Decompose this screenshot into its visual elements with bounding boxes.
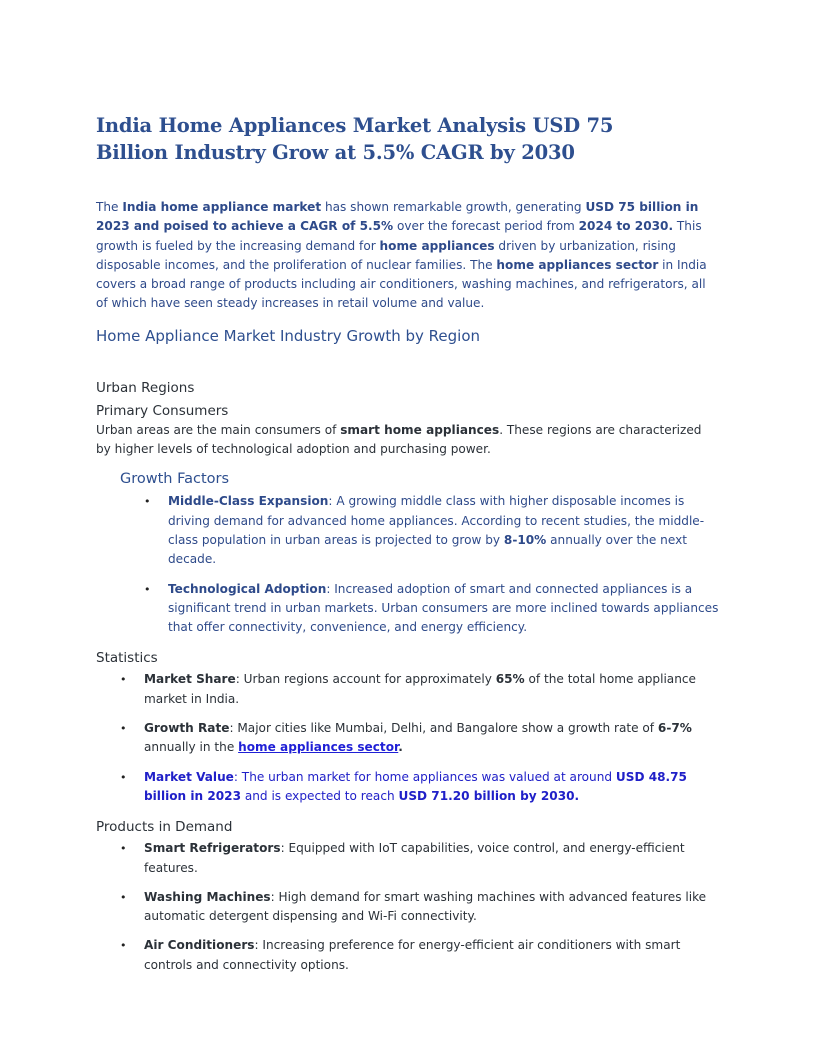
title-line-2: Billion Industry Grow at 5.5% CAGR by 2030 (96, 141, 575, 164)
document-page (96, 112, 720, 975)
statistics-list (120, 670, 720, 806)
list-item-market-share: • Market Share: Urban regions account for approximately 65% of the total home appliance market in India. (120, 672, 696, 706)
heading-products-in-demand: Products in Demand (96, 819, 233, 836)
list-item-market-value: • Market Value: The urban market for home appliances was valued at around USD 48.75 billion in 2023 and is expected to reach USD 71.20 billion by 2030. (120, 769, 687, 803)
bullet-icon: • (120, 939, 127, 953)
bullet-icon: • (144, 495, 151, 509)
section-heading-region-growth: Home Appliance Market Industry Growth by Region (96, 326, 481, 345)
bullet-icon: • (120, 770, 127, 784)
list-item-air-conditioners: • Air Conditioners: Increasing preference for energy-efficient air conditioners with smart controls and connectivity options. (120, 938, 681, 972)
title-line-1: India Home Appliances Market Analysis USD 75 (96, 114, 614, 137)
home-appliances-sector-link[interactable]: home appliances sector (238, 740, 399, 755)
products-list (120, 839, 720, 975)
list-item-smart-refrigerators: • Smart Refrigerators: Equipped with IoT capabilities, voice control, and energy-efficient features. (120, 841, 685, 875)
heading-statistics: Statistics (96, 650, 158, 667)
growth-factors-list (144, 492, 720, 637)
bullet-icon: • (120, 890, 127, 904)
list-item-growth-rate: • Growth Rate: Major cities like Mumbai, Delhi, and Bangalore show a growth rate of 6-7% annually in the home appliances sector. (120, 721, 692, 755)
list-item-middle-class-expansion: • Middle-Class Expansion: A growing middle class with higher disposable incomes is driving demand for advanced home appliances. According to recent studies, the middle-class population in urban areas is projected to grow by 8-10% annually over the next decade. (144, 494, 705, 567)
list-item-washing-machines: • Washing Machines: High demand for smart washing machines with advanced features like automatic detergent dispensing and Wi-Fi connectivity. (120, 889, 707, 924)
heading-growth-factors: Growth Factors (120, 471, 230, 488)
heading-primary-consumers: Primary Consumers (96, 402, 229, 419)
urban-paragraph: Urban areas are the main consumers of smart home appliances. These regions are characterized by higher levels of technological adoption and purchasing power. (96, 422, 702, 457)
bullet-icon: • (120, 722, 127, 736)
intro-paragraph: The India home appliance market has shown remarkable growth, generating USD 75 billion in 2023 and poised to achieve a CAGR of 5.5% over the forecast period from 2024 to 2030. This growth is fueled by the increasing demand for home appliances driven by urbanization, rising disposable incomes, and the proliferation of nuclear families. The home appliances sector in India covers a broad range of products including air conditioners, washing machines, and refrigerators, all of which have seen steady increases in retail volume and value. (96, 200, 707, 311)
page-title (96, 112, 720, 166)
bullet-icon: • (144, 582, 151, 596)
bullet-icon: • (120, 673, 127, 687)
bullet-icon: • (120, 842, 127, 856)
list-item-technological-adoption: • Technological Adoption: Increased adoption of smart and connected appliances is a significant trend in urban markets. Urban consumers are more inclined towards appliances that offer connectivity, convenience, and energy efficiency. (144, 581, 719, 635)
heading-urban-regions: Urban Regions (96, 379, 195, 396)
